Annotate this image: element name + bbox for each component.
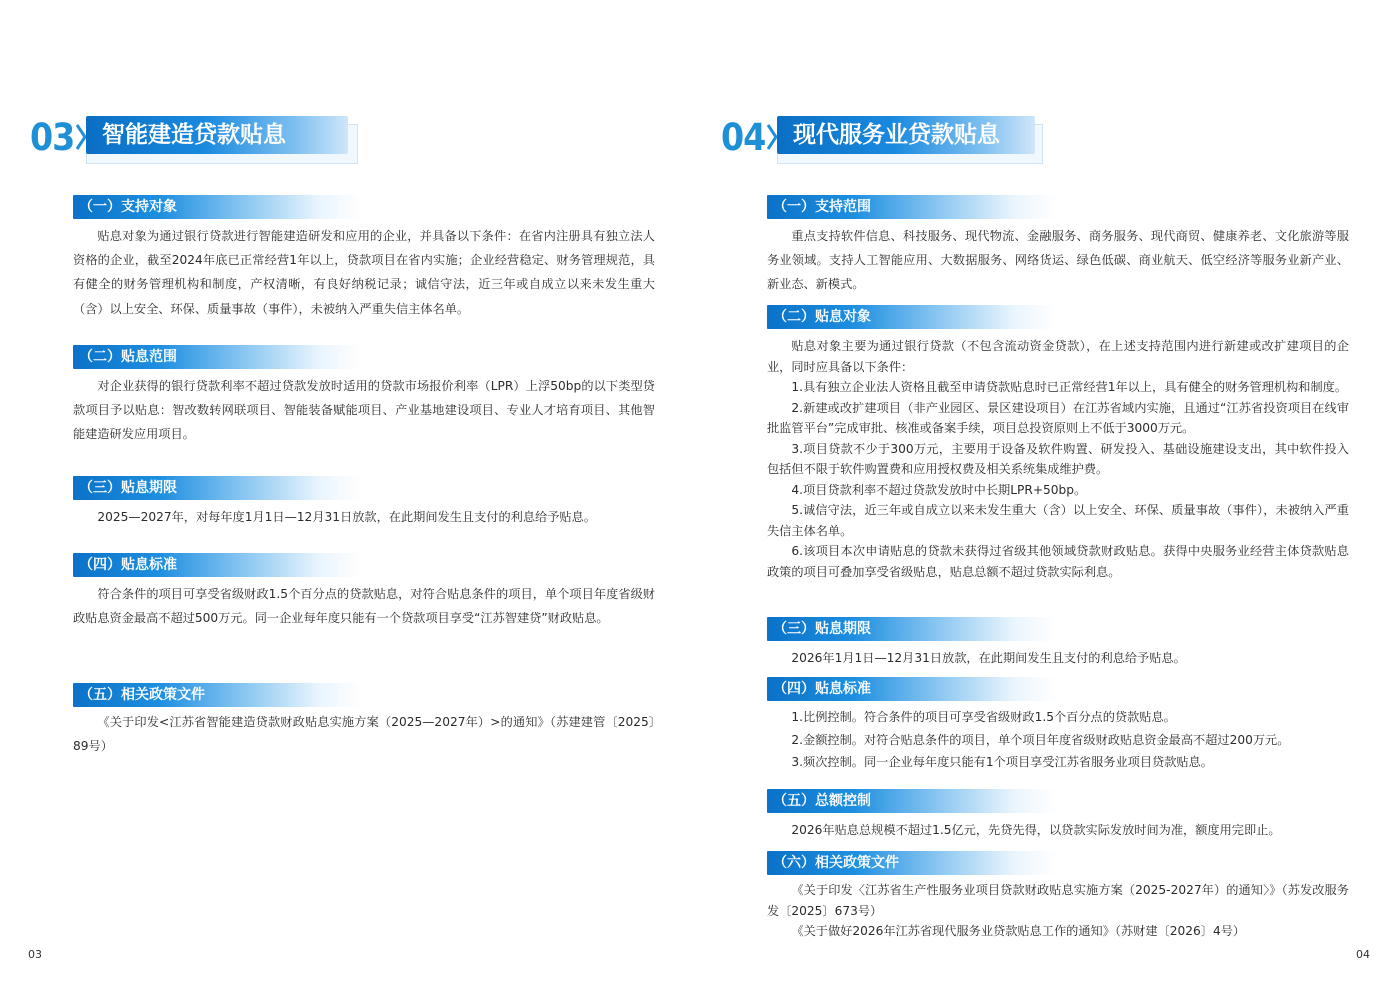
subheading-subsidy-scope: （二）贴息范围 bbox=[73, 345, 363, 369]
section-header-04 bbox=[721, 116, 1051, 164]
right-page bbox=[699, 0, 1398, 983]
list-item: 4.项目贷款利率不超过贷款发放时中长期LPR+50bp。 bbox=[791, 482, 1087, 497]
list-item: 3.项目贷款不少于300万元，主要用于设备及软件购置、研发投入、基础设施建设支出，其中软件投入包括但不限于软件购置费和应用授权费及相关系统集成维护费。 bbox=[767, 441, 1349, 476]
list-item: 1.比例控制。符合条件的项目可享受省级财政1.5个百分点的贷款贴息。 bbox=[791, 710, 1176, 724]
section-title: 现代服务业贷款贴息 bbox=[793, 122, 1000, 148]
section-number: 04 bbox=[721, 116, 766, 159]
paragraph-subsidy-period: 2025—2027年，对每年度1月1日—12月31日放款，在此期间发生且支付的利息给予贴息。 bbox=[97, 510, 596, 524]
page-number: 04 bbox=[1356, 948, 1370, 961]
list-item: 1.具有独立企业法人资格且截至申请贷款贴息时已正常经营1年以上，具有健全的财务管理机构和制度。 bbox=[791, 380, 1348, 394]
list-item: 5.诚信守法，近三年或自成立以来未发生重大（含）以上安全、环保、质量事故（事件），未被纳入严重失信主体名单。 bbox=[767, 503, 1349, 538]
list-item: 3.频次控制。同一企业每年度只能有1个项目享受江苏省服务业项目贷款贴息。 bbox=[791, 755, 1213, 769]
paragraph-support-scope: 重点支持软件信息、科技服务、现代物流、金融服务、商务服务、现代商贸、健康养老、文化旅游等服务业领域。支持人工智能应用、大数据服务、网络货运、绿色低碳、商业航天、低空经济等服务业新产业、新业态、新模式。 bbox=[767, 229, 1349, 292]
subheading-policy-documents: （五）相关政策文件 bbox=[73, 683, 363, 707]
subheading-subsidy-standard: （四）贴息标准 bbox=[767, 677, 1057, 701]
list-item: 《关于做好2026年江苏省现代服务业贷款贴息工作的通知》（苏财建〔2026〕4号） bbox=[791, 924, 1246, 938]
section-title: 智能建造贷款贴息 bbox=[102, 122, 286, 148]
subheading-subsidy-target: （二）贴息对象 bbox=[767, 305, 1057, 329]
subheading-support-target: （一）支持对象 bbox=[73, 195, 363, 219]
subheading-subsidy-period: （三）贴息期限 bbox=[73, 476, 363, 500]
paragraph-support-target: 贴息对象为通过银行贷款进行智能建造研发和应用的企业，并具备以下条件：在省内注册具有独立法人资格的企业，截至2024年底已正常经营1年以上，贷款项目在省内实施；企业经营稳定、财务管理规范，具有健全的财务管理机构和制度，产权清晰，有良好纳税记录；诚信守法，近三年或自成立以来未发生重大（含）以上安全、环保、质量事故（事件），未被纳入严重失信主体名单。 bbox=[73, 229, 655, 316]
subsidy-target-list bbox=[767, 336, 1349, 582]
subheading-subsidy-period: （三）贴息期限 bbox=[767, 617, 1057, 641]
subheading-policy-documents: （六）相关政策文件 bbox=[767, 851, 1057, 875]
paragraph-subsidy-standard: 符合条件的项目可享受省级财政1.5个百分点的贷款贴息，对符合贴息条件的项目，单个项目年度省级财政贴息资金最高不超过500万元。同一企业每年度只能有一个贷款项目享受“江苏智建贷”财政贴息。 bbox=[73, 587, 655, 626]
list-item: 2.金额控制。对符合贴息条件的项目，单个项目年度省级财政贴息资金最高不超过200万元。 bbox=[791, 732, 1290, 747]
paragraph-subsidy-scope: 对企业获得的银行贷款利率不超过贷款发放时适用的贷款市场报价利率（LPR）上浮50bp的以下类型贷款项目予以贴息：智改数转网联项目、智能装备赋能项目、产业基地建设项目、专业人才培育项目、其他智能建造研发应用项目。 bbox=[73, 379, 655, 442]
section-header-03 bbox=[30, 116, 330, 164]
list-item: 《关于印发〈江苏省生产性服务业项目贷款财政贴息实施方案（2025-2027年）的通知〉》（苏发改服务发〔2025〕673号） bbox=[767, 883, 1349, 918]
list-item: 6.该项目本次申请贴息的贷款未获得过省级其他领域贷款财政贴息。获得中央服务业经营主体贷款贴息政策的项目可叠加享受省级贴息，贴息总额不超过贷款实际利息。 bbox=[767, 544, 1349, 579]
policy-documents-list bbox=[767, 880, 1349, 942]
list-item: 贴息对象主要为通过银行贷款（不包含流动资金贷款），在上述支持范围内进行新建或改扩建项目的企业，同时应具备以下条件： bbox=[767, 339, 1349, 374]
subheading-support-scope: （一）支持范围 bbox=[767, 195, 1057, 219]
subheading-total-control: （五）总额控制 bbox=[767, 789, 1057, 813]
paragraph-total-control: 2026年贴息总规模不超过1.5亿元，先贷先得，以贷款实际发放时间为准，额度用完即止。 bbox=[791, 823, 1281, 837]
paragraph-subsidy-period: 2026年1月1日—12月31日放款，在此期间发生且支付的利息给予贴息。 bbox=[791, 651, 1186, 665]
paragraph-policy-documents: 《关于印发<江苏省智能建造贷款财政贴息实施方案（2025—2027年）>的通知》（苏建建管〔2025〕89号） bbox=[73, 715, 655, 754]
page-number: 03 bbox=[28, 948, 42, 961]
section-number: 03 bbox=[30, 116, 75, 159]
list-item: 2.新建或改扩建项目（非产业园区、景区建设项目）在江苏省域内实施，且通过“江苏省投资项目在线审批监管平台”完成审批、核准或备案手续，项目总投资原则上不低于3000万元。 bbox=[767, 400, 1349, 435]
subsidy-standard-list bbox=[767, 706, 1349, 774]
subheading-subsidy-standard: （四）贴息标准 bbox=[73, 553, 363, 577]
